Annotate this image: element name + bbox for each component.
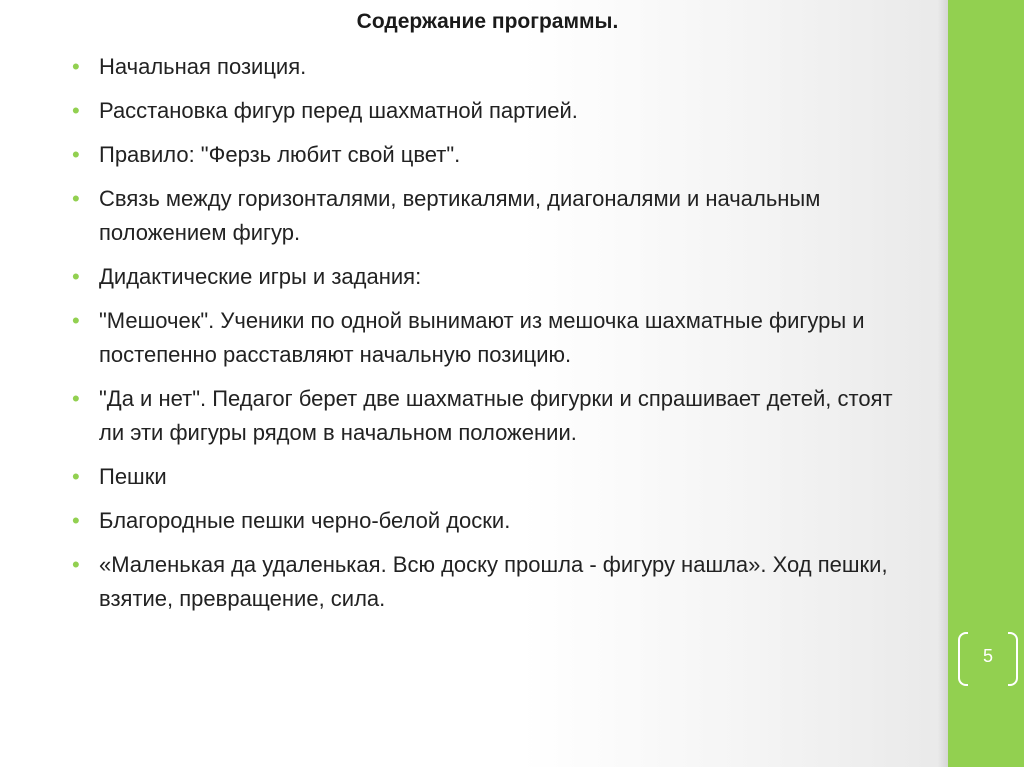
bullet-icon: •: [72, 308, 80, 333]
bullet-text: Связь между горизонталями, вертикалями, диагоналями и начальным положением фигур.: [99, 186, 821, 245]
bullet-text: Начальная позиция.: [99, 54, 307, 79]
bullet-icon: •: [72, 98, 80, 123]
bullet-icon: •: [72, 386, 80, 411]
bullet-text: Пешки: [99, 464, 167, 489]
bullet-item: [0, 460, 948, 494]
bullet-item: [0, 382, 948, 450]
bullet-item: [0, 260, 948, 294]
page-number-frame: [958, 632, 1018, 684]
bullet-item: [0, 182, 948, 250]
bullet-icon: •: [72, 186, 80, 211]
bullet-text: Правило: "Ферзь любит свой цвет".: [99, 142, 461, 167]
bullet-icon: •: [72, 54, 80, 79]
bullet-text: Дидактические игры и задания:: [99, 264, 422, 289]
bullet-icon: •: [72, 264, 80, 289]
bullet-text: Благородные пешки черно-белой доски.: [99, 508, 511, 533]
bullet-item: [0, 138, 948, 172]
bullet-text: "Мешочек". Ученики по одной вынимают из мешочка шахматные фигуры и постепенно расставляют начальную позицию.: [99, 308, 865, 367]
bullet-item: [0, 504, 948, 538]
bullet-item: [0, 304, 948, 372]
bullet-list: [0, 50, 948, 626]
bullet-text: «Маленькая да удаленькая. Всю доску прошла - фигуру нашла». Ход пешки, взятие, превращение, сила.: [99, 552, 888, 611]
bullet-text: Расстановка фигур перед шахматной партией.: [99, 98, 578, 123]
bullet-icon: •: [72, 464, 80, 489]
bullet-item: [0, 548, 948, 616]
page-number: 5: [982, 646, 993, 666]
bullet-icon: •: [72, 508, 80, 533]
bullet-text: "Да и нет". Педагог берет две шахматные фигурки и спрашивает детей, стоят ли эти фигуры рядом в начальном положении.: [99, 386, 893, 445]
slide-title: Содержание программы.: [356, 10, 619, 33]
bullet-icon: •: [72, 552, 80, 577]
bullet-item: [0, 50, 948, 84]
bullet-item: [0, 94, 948, 128]
bullet-icon: •: [72, 142, 80, 167]
